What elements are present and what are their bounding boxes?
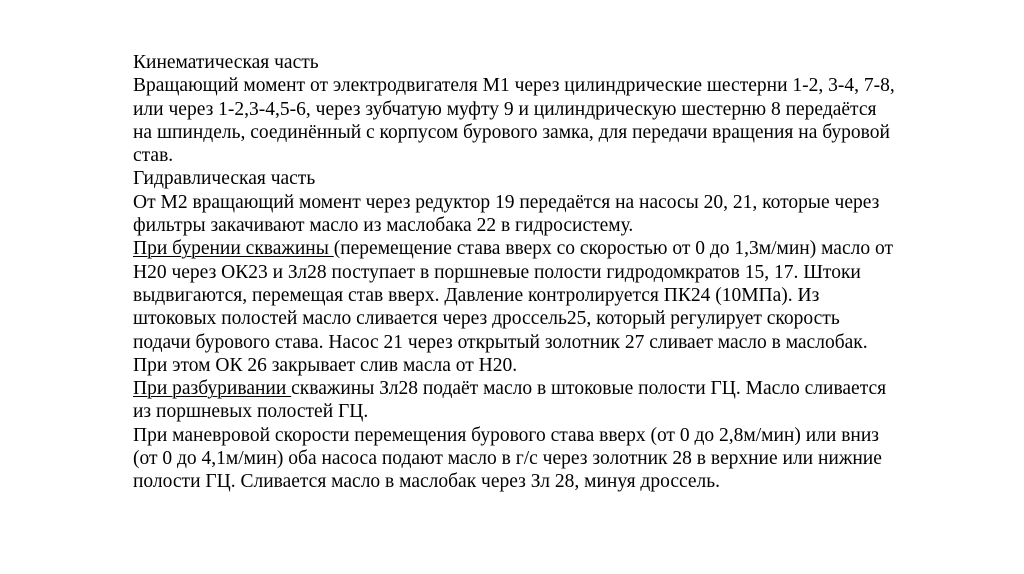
text-line [133, 144, 923, 167]
text-line [133, 400, 923, 423]
text-segment: выдвигаются, перемещая став вверх. Давление контролируется ПК24 (10МПа). Из [133, 284, 820, 306]
text-segment: став. [133, 145, 174, 167]
text-line [133, 214, 923, 237]
text-line [133, 237, 923, 260]
text-line [133, 284, 923, 307]
text-line [133, 424, 923, 447]
underlined-phrase: При бурении скважины [133, 238, 334, 260]
text-line [133, 121, 923, 144]
text-line [133, 447, 923, 470]
text-segment: Кинематическая часть [133, 52, 319, 73]
text-line [133, 331, 923, 354]
text-segment: полости ГЦ. Сливается масло в маслобак через Зл 28, минуя дроссель. [133, 471, 721, 493]
text-block [133, 51, 923, 494]
text-line [133, 377, 923, 400]
underlined-phrase: При разбуривании [133, 378, 292, 400]
text-line [133, 191, 923, 214]
text-line [133, 470, 923, 493]
text-line [133, 354, 923, 377]
text-line [133, 98, 923, 121]
text-segment: (от 0 до 4,1м/мин) оба насоса подают масло в г/с через золотник 28 в верхние или нижние [133, 448, 882, 470]
text-line [133, 307, 923, 330]
text-segment: При этом ОК 26 закрывает слив масла от Н20. [133, 354, 518, 376]
text-line [133, 167, 923, 190]
text-segment: фильтры закачивают масло из маслобака 22 в гидросистему. [133, 215, 634, 237]
text-segment: При маневровой скорости перемещения бурового става вверх (от 0 до 2,8м/мин) или вниз [133, 424, 879, 446]
text-segment: Гидравлическая часть [133, 168, 316, 190]
text-segment: Н20 через ОК23 и Зл28 поступает в поршневые полости гидродомкратов 15, 17. Штоки [133, 261, 861, 283]
text-segment: штоковых полостей масло сливается через дроссель25, который регулирует скорость [133, 308, 840, 330]
text-segment: на шпиндель, соединённый с корпусом бурового замка, для передачи вращения на буровой [133, 121, 890, 143]
text-line [133, 51, 923, 74]
text-line [133, 261, 923, 284]
text-segment: или через 1-2,3-4,5-6, через зубчатую муфту 9 и цилиндрическую шестерню 8 передаётся [133, 98, 877, 120]
text-segment: из поршневых полостей ГЦ. [133, 401, 369, 423]
text-segment: скважины Зл28 подаёт масло в штоковые полости ГЦ. Масло сливается [291, 378, 887, 400]
text-segment: подачи бурового става. Насос 21 через открытый золотник 27 сливает масло в маслобак. [133, 331, 868, 353]
text-line [133, 74, 923, 97]
text-segment: Вращающий момент от электродвигателя М1 через цилиндрические шестерни 1-2, 3-4, 7-8, [133, 75, 895, 97]
text-segment: (перемещение става вверх со скоростью от 0 до 1,3м/мин) масло от [333, 238, 893, 260]
text-segment: От М2 вращающий момент через редуктор 19 передаётся на насосы 20, 21, которые через [133, 191, 880, 213]
